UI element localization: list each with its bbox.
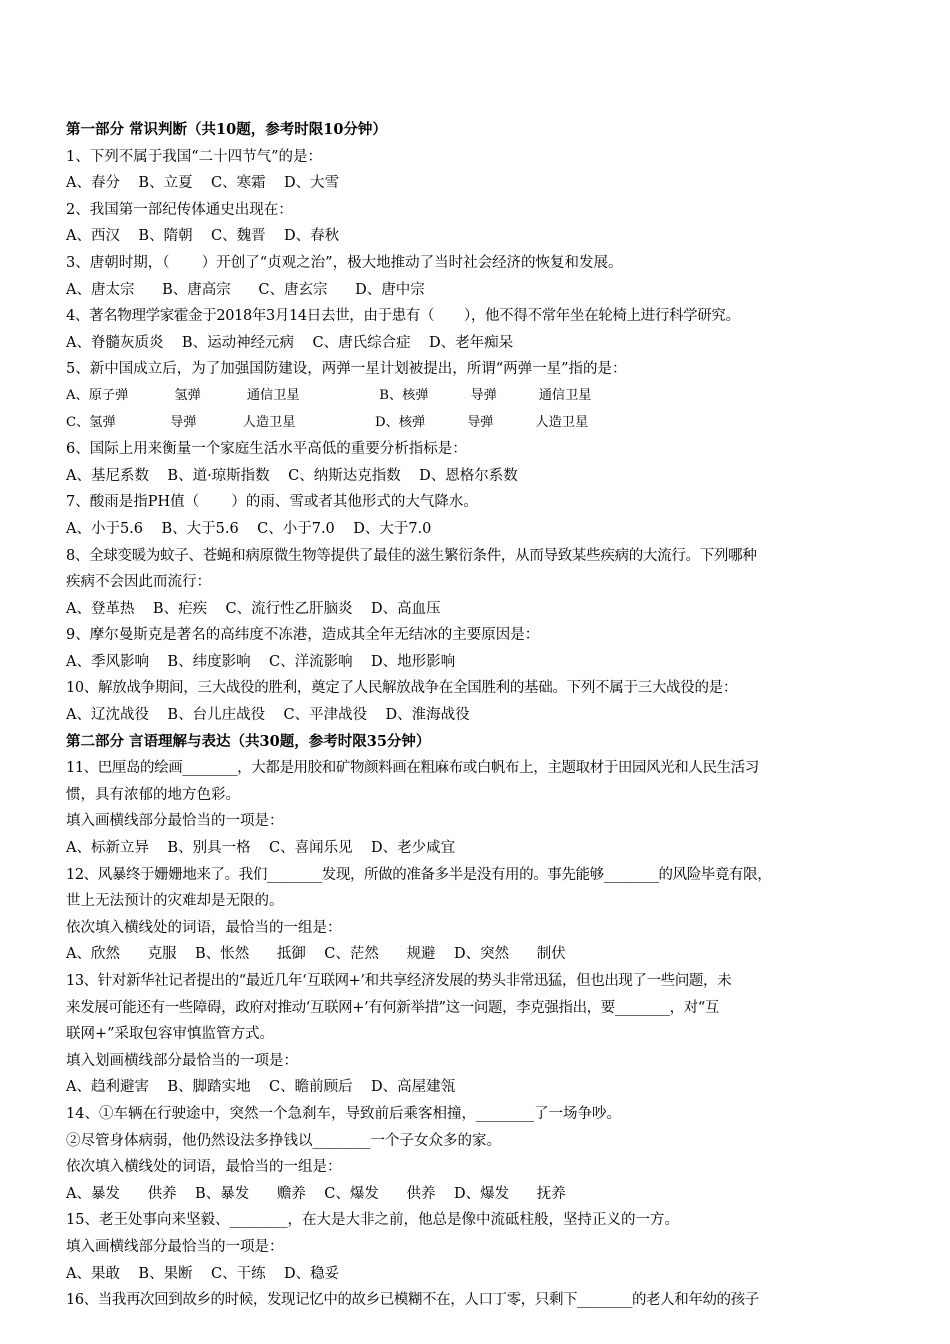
options-line: A、脊髓灰质炎 B、运动神经元病 C、唐氏综合症 D、老年痴呆: [66, 334, 514, 351]
question-line: 来发展可能还有一些障碍，政府对推动‘互联网+’有何新举措”这一问题，李克强指出，要________，对“互: [66, 999, 719, 1016]
question-line: 世上无法预计的灾难却是无限的。: [66, 893, 284, 910]
options-line: A、原子弹 氢弹 通信卫星 B、核弹 导弹 通信卫星: [66, 387, 592, 403]
options-line: A、趋利避害 B、脚踏实地 C、瞻前顾后 D、高屋建瓴: [66, 1079, 456, 1096]
question-line: 15、老王处事向来坚毅、________，在大是大非之前，他总是像中流砥柱般，坚持正义的一方。: [66, 1212, 679, 1229]
instruction-line: 填入划画横线部分最恰当的一项是：: [66, 1052, 298, 1069]
question-line: 疾病不会因此而流行：: [66, 574, 211, 591]
section-2: [66, 729, 886, 1314]
question-line: 5、新中国成立后，为了加强国防建设，两弹一星计划被提出，所谓“两弹一星”指的是：: [66, 361, 627, 378]
instruction-line: 填入画横线部分最恰当的一项是：: [66, 1238, 284, 1255]
options-line: A、唐太宗 B、唐高宗 C、唐玄宗 D、唐中宗: [66, 281, 425, 298]
options-line: A、西汉 B、隋朝 C、魏晋 D、春秋: [66, 228, 340, 245]
options-line: A、基尼系数 B、道·琼斯指数 C、纳斯达克指数 D、恩格尔系数: [66, 467, 518, 484]
question-line: 3、唐朝时期，（ ）开创了“贞观之治”，极大地推动了当时社会经济的恢复和发展。: [66, 254, 623, 271]
question-line: 1、下列不属于我国“二十四节气”的是：: [66, 148, 323, 165]
options-line: A、登革热 B、疟疾 C、流行性乙肝脑炎 D、高血压: [66, 600, 441, 617]
question-line: 2、我国第一部纪传体通史出现在：: [66, 201, 293, 218]
exam-page: [66, 117, 886, 1314]
question-line: 11、巴厘岛的绘画________，大都是用胶和矿物颜料画在粗麻布或白帆布上，主题取材于田园风光和人民生活习: [66, 760, 759, 777]
question-line: 7、酸雨是指PH值（ ）的雨、雪或者其他形式的大气降水。: [66, 494, 478, 511]
question-line: 6、国际上用来衡量一个家庭生活水平高低的重要分析指标是：: [66, 441, 467, 458]
options-line: A、小于5.6 B、大于5.6 C、小于7.0 D、大于7.0: [66, 520, 432, 537]
question-line: 16、当我再次回到故乡的时候，发现记忆中的故乡已模糊不在，人口丁零，只剩下________的老人和年幼的孩子: [66, 1292, 759, 1309]
section-1: [66, 117, 886, 729]
options-line: A、果敢 B、果断 C、干练 D、稳妥: [66, 1265, 340, 1282]
question-line: 13、针对新华社记者提出的“最近几年‘互联网+’和共享经济发展的势头非常迅猛，但也出现了一些问题，未: [66, 973, 732, 989]
question-line: 10、解放战争期间，三大战役的胜利，奠定了人民解放战争在全国胜利的基础。下列不属于三大战役的是：: [66, 680, 738, 697]
options-line: A、暴发 供养 B、暴发 赡养 C、爆发 供养 D、爆发 抚养: [66, 1185, 566, 1202]
question-line: ②尽管身体病弱，他仍然设法多挣钱以________一个子女众多的家。: [66, 1132, 501, 1149]
options-line: C、氢弹 导弹 人造卫星 D、核弹 导弹 人造卫星: [66, 414, 589, 430]
options-line: A、辽沈战役 B、台儿庄战役 C、平津战役 D、淮海战役: [66, 707, 470, 724]
options-line: A、欣然 克服 B、怅然 抵御 C、茫然 规避 D、突然 制伏: [66, 946, 566, 963]
question-line: 14、①车辆在行驶途中，突然一个急刹车，导致前后乘客相撞，________了一场争吵。: [66, 1105, 621, 1122]
instruction-line: 依次填入横线处的词语，最恰当的一组是：: [66, 919, 342, 936]
question-line: 9、摩尔曼斯克是著名的高纬度不冻港，造成其全年无结冰的主要原因是：: [66, 627, 540, 644]
section-heading: 第二部分 言语理解与表达（共30题，参考时限35分钟）: [66, 732, 431, 750]
question-line: 惯，具有浓郁的地方色彩。: [66, 786, 240, 803]
instruction-line: 依次填入横线处的词语，最恰当的一组是：: [66, 1159, 342, 1176]
section-heading: 第一部分 常识判断（共10题，参考时限10分钟）: [66, 121, 387, 138]
question-line: 4、著名物理学家霍金于2018年3月14日去世，由于患有（ ），他不得不常年坐在轮椅上进行科学研究。: [66, 308, 740, 325]
question-line: 联网+”采取包容审慎监管方式。: [66, 1026, 275, 1043]
options-line: A、季风影响 B、纬度影响 C、洋流影响 D、地形影响: [66, 653, 456, 670]
options-line: A、春分 B、立夏 C、寒霜 D、大雪: [66, 175, 340, 192]
instruction-line: 填入画横线部分最恰当的一项是：: [66, 813, 284, 830]
options-line: A、标新立异 B、别具一格 C、喜闻乐见 D、老少咸宜: [66, 840, 456, 857]
question-line: 12、风暴终于姗姗地来了。我们________发现，所做的准备多半是没有用的。事先能够________的风险毕竟有限，: [66, 866, 772, 883]
question-line: 8、全球变暖为蚊子、苍蝇和病原微生物等提供了最佳的滋生繁衍条件，从而导致某些疾病的大流行。下列哪种: [66, 547, 757, 564]
